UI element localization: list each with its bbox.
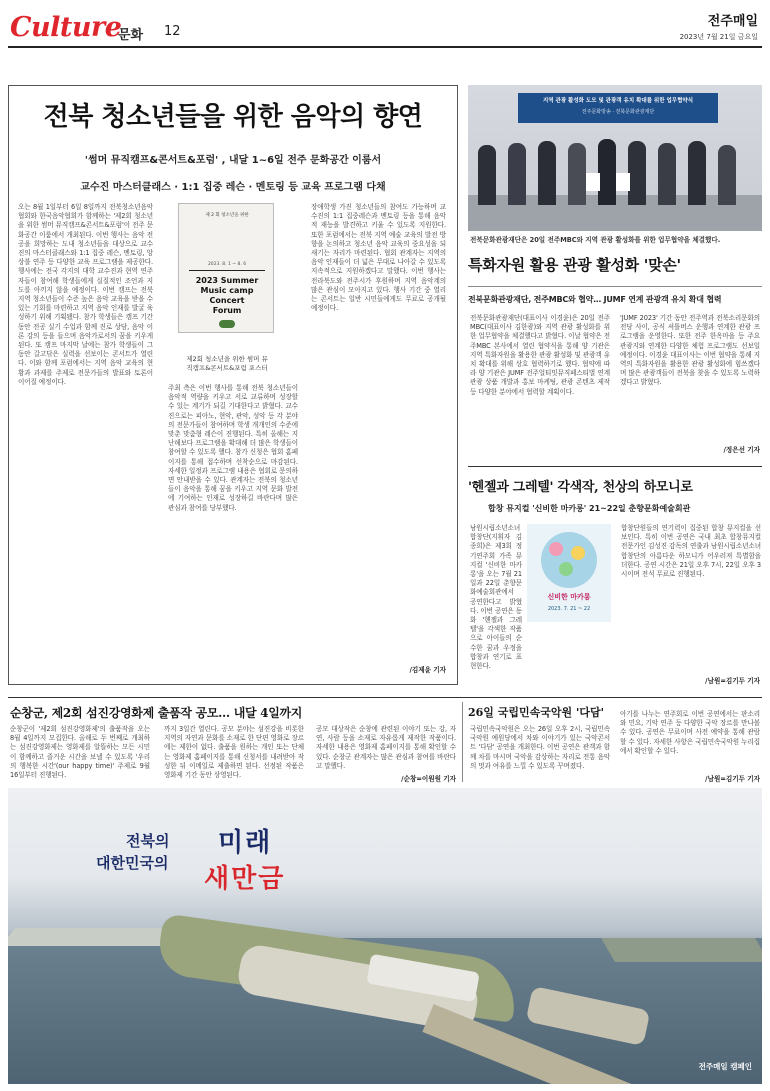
mou-photo [468, 85, 762, 231]
bottom-left-byline: /순창=이원원 기자 [401, 775, 456, 783]
lead-col-2: 주최 측은 이번 행사를 통해 전북 청소년들이 음악적 역량을 키우고 서로 교류하며 성장할 수 있는 계기가 되길 기대한다고 밝혔다. 교수진으로는 피아노, 현악, 관악, 성악 등 각 분야의 전문가들이 참여하며 학생 개개인의 수준에 맞춘 맞춤형 레슨이 진행된다. 특히 올해는 지난해보다 프로그램을 확대해 더 많은 학생들이 참여할 수 있도록 했다. 참가 신청은 협회 홈페이지를 통해 접수하며 선착순으로 마감된다. 자세한 일정과 프로그램 내용은 협회로 문의하면 안내받을 수 있다. 관계자는 전북의 청소년들이 음악을 통해 꿈을 키우고 지역 문화 발전에 기여하는 인재로 성장하길 바란다며 많은 관심과 참여를 당부했다. [168, 384, 298, 512]
lead-photo-caption: 제2회 청소년을 위한 썸머 뮤직캠프&콘서트&포럼 포스터 [186, 355, 268, 372]
bottom-right-byline: /남원=김기두 기자 [705, 775, 760, 783]
bottom-right-col-2: 아기를 나누는 연주회로 이번 공연에서는 판소리와 민요, 기악 연주 등 다양한 국악 장르를 만나볼 수 있다. 공연은 무료이며 사전 예약을 통해 관람할 수 있다. 자세한 사항은 국립민속국악원 누리집에서 확인할 수 있다. [620, 710, 760, 755]
lead-subtitle-2: 교수진 마스터클래스 · 1:1 집중 레슨 · 멘토링 등 교육 프로그램 다채 [80, 182, 386, 193]
right-top-col-2: 'JUMF 2023' 기간 동안 전주역과 전북소리문화의전당 사이, 공식 셔틀버스 운행과 연계한 관광 프로그램을 운영한다. 또한 전주 한옥마을 등 주요 관광지와 연계한 다양한 체험 프로그램도 선보일 예정이다. 이경윤 대표이사는 이번 협약을 통해 지역의 특화자원을 활용한 관광 활성화에 힘쓰겠다며 많은 관광객들이 전북을 찾을 수 있도록 노력하겠다고 밝혔다. [620, 314, 760, 387]
lead-poster [178, 203, 274, 333]
ad-line-1: 전북의 [126, 832, 170, 850]
bottom-right-headline: 26일 국립민속국악원 '다담' [468, 706, 604, 719]
saemangeum-ad [8, 788, 762, 1084]
lead-col-1: 오는 8월 1일부터 6일 8일까지 전북청소년음악협회와 한국음악협회가 함께하는 '제2회 청소년을 위한 썸머 뮤직캠프&콘서트&포럼'이 전주 문화공간 이룸에서 개최된다. 이번 행사는 음악 전공을 희망하는 도내 청소년들을 대상으로 교수진의 마스터클래스와 1:1 집중 레슨, 멘토링, 앙상블 연주 등 다양한 교육 프로그램을 제공한다. 행사에는 전국 각지의 대학 교수진과 현역 연주자들이 참여해 학생들에게 실질적인 조언과 지도를 아끼지 않을 예정이다. 이번 캠프는 전북 지역 청소년들이 수준 높은 음악 교육을 받을 수 있는 기회를 마련하고 지역 음악 인재를 발굴 육성하기 위해 기획됐다. 참가 학생들은 캠프 기간 동안 전공 실기 수업과 함께 진로 상담, 음악 이론 강의 등을 들으며 음악가로서의 꿈을 키우게 된다. 또 캠프 마지막 날에는 참가 학생들이 그동안 갈고닦은 실력을 선보이는 콘서트가 열린다. 이와 함께 포럼에서는 지역 음악 교육의 현황과 과제를 주제로 전문가들의 발표와 토론이 이어질 예정이다. [18, 203, 153, 386]
section-title-ko: 문화 [118, 28, 144, 43]
mou-banner: 지역 관광 활성화 도모 및 관광객 유치 확대를 위한 업무협약식 [542, 98, 694, 104]
ad-big-2: 새만금 [204, 864, 286, 894]
macaron-poster [527, 524, 611, 622]
bottom-left-col-2: 까지 3일간 열린다. 공모 분야는 섬진강을 비롯한 지역의 자연과 문화를 소재로 한 단편 영화로 장르에는 제한이 없다. 출품을 원하는 개인 또는 단체는 영화제 홈페이지를 통해 신청서를 내려받아 작성한 뒤 이메일로 제출하면 된다. 선정된 작품은 영화제 기간 동안 상영된다. [164, 725, 304, 780]
macaron-poster-title: 신비한 마카롱 [547, 593, 591, 601]
right-mid-headline: '헨젤과 그레텔' 각색작, 천상의 하모니로 [468, 480, 693, 495]
section-title-en: Culture [10, 12, 122, 43]
ad-big-1: 미래 [218, 828, 273, 858]
paper-name: 전주매일 [707, 14, 758, 29]
right-mid-sub: 합창 뮤지컬 '신비한 마카롱' 21~22일 춘향문화예술회관 [488, 504, 691, 513]
poster-top: 제 2 회 청소년을 위한 [205, 213, 249, 218]
poster-line1: 2023 Summer [195, 276, 259, 285]
bottom-left-col-3: 공모 대상작은 순창에 관련된 이야기 또는 강, 자연, 사람 등을 소재로 자유롭게 제작한 작품이다. 자세한 내용은 영화제 홈페이지를 통해 확인할 수 있다. 순창군 관계자는 많은 관심과 참여를 바란다고 말했다. [316, 725, 456, 770]
mou-banner-2: 전주문화방송 · 전북문화관광재단 [581, 109, 655, 115]
mou-photo-caption: 전북문화관광재단은 20일 전주MBC와 지역 관광 활성화를 위한 업무협약을 체결했다. [470, 236, 721, 244]
right-top-sub: 전북문화관광재단, 전주MBC와 협약… JUMF 연계 관광객 유치 확대 협력 [468, 295, 722, 304]
page-number: 12 [164, 24, 181, 39]
bottom-left-headline: 순창군, 제2회 섬진강영화제 출품작 공모… 내달 4일까지 [10, 706, 303, 720]
poster-line3: Concert [209, 296, 245, 305]
lead-subtitle-1: '썸머 뮤직캠프&콘서트&포럼' , 내달 1~6일 전주 문화공간 이룸서 [84, 155, 382, 166]
right-top-headline: 특화자원 활용 관광 활성화 '맞손' [468, 256, 681, 274]
poster-line4: Forum [212, 306, 242, 315]
right-mid-col-2: 합창단원들의 연기력이 집중된 합창 뮤지컬을 선보인다. 특히 이번 공연은 국내 최초 합창뮤지컬 전문가인 김성진 감독의 연출과 남원시립소년소녀합창단의 아름다운 하모니가 어우러져 특별함을 더한다. 공연 시간은 21일 오후 7시, 22일 오후 3시이며 전석 무료로 진행된다. [621, 524, 761, 579]
right-mid-byline: /남원=김기두 기자 [705, 677, 760, 685]
bottom-right-col-1: 국립민속국악원은 오는 26일 오후 2시, 국립민속국악원 예원당에서 차와 이야기가 있는 국악콘서트 '다담' 공연을 개최한다. 이번 공연은 관객과 함께 차를 마시며 국악을 감상하는 자리로 전통 음악의 멋과 여유를 느낄 수 있도록 꾸며졌다. [470, 725, 610, 770]
right-top-col-1: 전북문화관광재단(대표이사 이경윤)은 20일 전주MBC(대표이사 김한광)와 지역 관광 활성화를 위한 업무협약을 체결했다고 밝혔다. 이날 협약은 전주MBC 본사에서 열린 협약식을 통해 양 기관은 지역 특화자원을 활용한 관광 활성화 및 관광객 유치 확대를 위해 상호 협력하기로 했다. 협약에 따라 양 기관은 JUMF 전주얼티밋뮤직페스티벌 연계 관광 상품 개발과 홍보 마케팅, 관광 콘텐츠 제작 등 다양한 분야에서 협력할 계획이다. [470, 314, 610, 396]
bottom-left-col-1: 순창군이 '제2회 섬진강영화제'의 출품작을 오는 8월 4일까지 모집한다. 올해로 두 번째로 개최하는 섬진강영화제는 영화제를 알뜰하는 모든 시민이 함께하고 즐거운 시간을 보낼 수 있도록 '우리의 행복한 시간'(our happy time)' 주제로 9월 16일부터 진행된다. [10, 725, 150, 780]
poster-logo [219, 320, 235, 328]
ad-line-2: 대한민국의 [96, 854, 169, 872]
right-top-byline: /정은선 기자 [723, 446, 760, 454]
poster-date: 2023. 8. 1 ~ 8. 6 [207, 262, 247, 267]
lead-col-3: 장애학생 가진 청소년들의 참여도 가능하며 교수진의 1:1 집중레슨과 멘토링 등을 통해 음악적 재능을 발견하고 키울 수 있도록 지원한다. 또한 포럼에서는 전북 지역 예술 교육의 발전 방향을 논의하고 청소년 음악 교육의 중요성을 되새기는 자리가 마련된다. 협회 관계자는 지역의 음악 인재들이 더 넓은 무대로 나아갈 수 있도록 지속적으로 지원하겠다고 말했다. 이번 행사는 전라북도와 전주시가 후원하며 지역 음악계의 많은 관심이 모아지고 있다. 행사 기간 중 열리는 콘서트는 일반 시민들에게도 무료로 공개될 예정이다. [311, 203, 446, 313]
ad-credit: 전주매일 캠페인 [698, 1062, 752, 1071]
poster-line2: Music camp [200, 286, 254, 295]
macaron-poster-date: 2023. 7. 21 ~ 22 [547, 606, 591, 612]
issue-date: 2023년 7월 21일 금요일 [679, 33, 758, 41]
lead-byline: /김제윤 기자 [409, 666, 446, 674]
right-mid-col-1: 남원시립소년소녀합창단(지휘자 김종희)은 제3회 정기연주회 가족 뮤지컬 '신비한 마카롱'을 오는 7월 21일과 22일 춘향문화예술회관에서 공연한다고 밝혔다. 이번 공연은 동화 '헨젤과 그레텔'을 각색한 작품으로 아이들의 순수한 꿈과 우정을 합창과 연기로 표현한다. [470, 524, 522, 671]
lead-headline: 전북 청소년들을 위한 음악의 향연 [43, 102, 423, 132]
